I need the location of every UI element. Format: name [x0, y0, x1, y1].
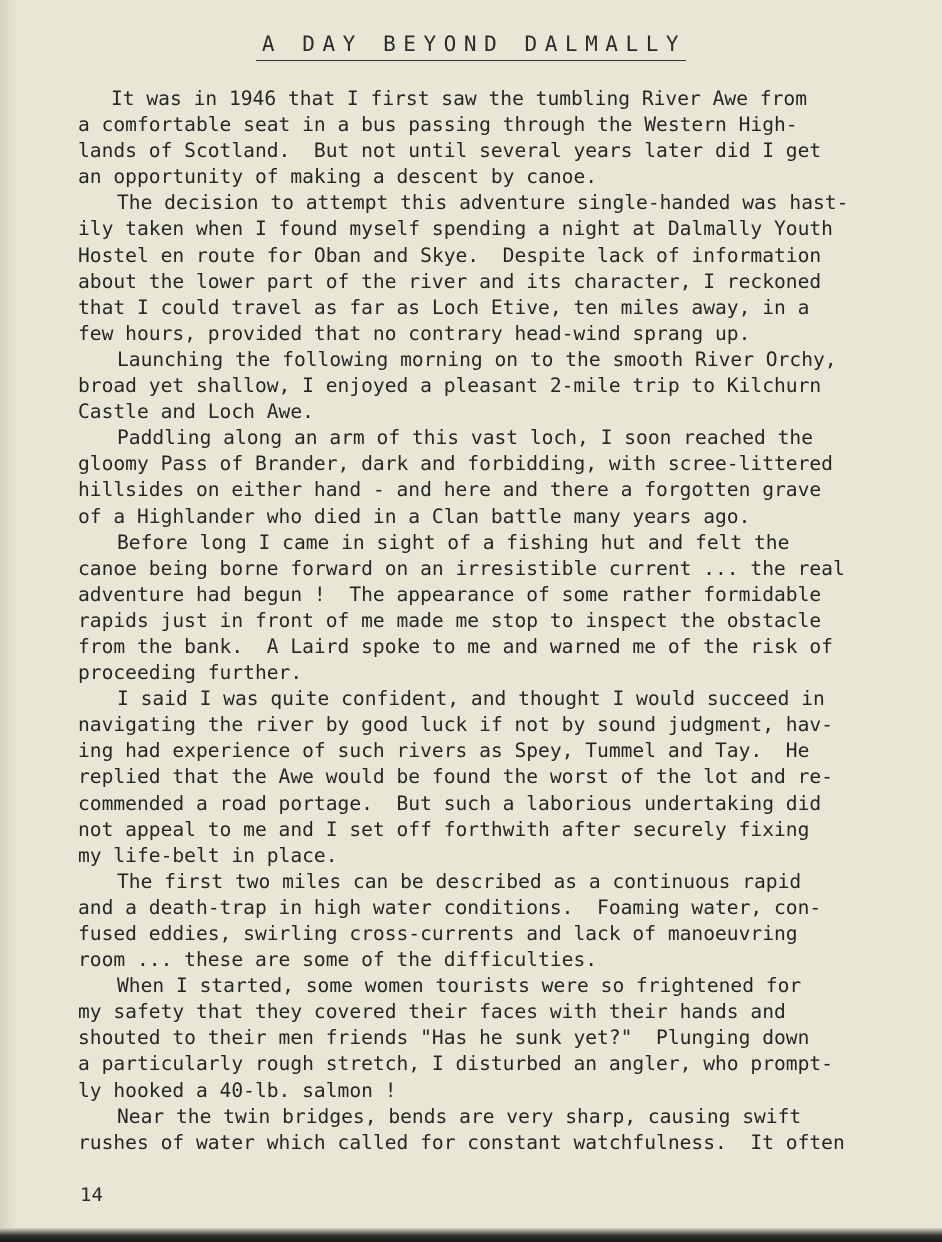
text-line: canoe being borne forward on an irresistible current ... the real: [78, 556, 845, 580]
text-line: commended a road portage. But such a laborious undertaking did: [78, 791, 822, 815]
text-line: Paddling along an arm of this vast loch, I soon reached the: [117, 426, 813, 450]
text-line: I said I was quite confident, and thought I would succeed in: [117, 687, 825, 711]
page-edge-shadow: [0, 0, 18, 1242]
text-line: ily taken when I found myself spending a night at Dalmally Youth: [78, 217, 833, 241]
text-line: not appeal to me and I set off forthwith after securely fixing: [78, 817, 810, 841]
text-line: fused eddies, swirling cross-currents and lack of manoeuvring: [78, 922, 798, 945]
page-bottom-edge: [0, 1228, 942, 1242]
text-line: navigating the river by good luck if not by sound judgment, hav-: [78, 713, 833, 737]
text-line: and a death-trap in high water conditions. Foaming water, con-: [78, 895, 822, 919]
text-line: Launching the following morning on to the smooth River Orchy,: [117, 347, 837, 371]
text-line: replied that the Awe would be found the worst of the lot and re-: [78, 765, 833, 789]
text-line: broad yet shallow, I enjoyed a pleasant 2-mile trip to Kilchurn: [78, 374, 822, 398]
text-line: hillsides on either hand - and here and there a forgotten grave: [78, 478, 822, 502]
text-line: a comfortable seat in a bus passing through the Western High-: [78, 113, 798, 137]
text-line: from the bank. A Laird spoke to me and warned me of the risk of: [78, 634, 833, 658]
text-line: ing had experience of such rivers as Spey, Tummel and Tay. He: [78, 739, 810, 763]
text-line: Before long I came in sight of a fishing hut and felt the: [117, 530, 790, 554]
text-line: my safety that they covered their faces with their hands and: [78, 1000, 786, 1024]
page-title: [0, 32, 942, 61]
text-line: The decision to attempt this adventure single-handed was hast-: [117, 191, 849, 215]
text-line: rapids just in front of me made me stop to inspect the obstacle: [78, 608, 822, 632]
page-number: 14: [80, 1184, 103, 1206]
text-line: The first two miles can be described as a continuous rapid: [117, 869, 802, 893]
text-line: shouted to their men friends "Has he sunk yet?" Plunging down: [78, 1026, 810, 1050]
text-line: rushes of water which called for constant watchfulness. It often: [78, 1130, 845, 1154]
text-line: room ... these are some of the difficulties.: [78, 948, 598, 972]
text-line: of a Highlander who died in a Clan battle many years ago.: [78, 504, 751, 528]
article-body: [78, 86, 928, 1156]
text-line: When I started, some women tourists were so frightened for: [117, 974, 802, 998]
text-line: Near the twin bridges, bends are very sharp, causing swift: [117, 1104, 802, 1128]
text-line: a particularly rough stretch, I disturbed an angler, who prompt-: [78, 1052, 833, 1076]
text-line: that I could travel as far as Loch Etive, ten miles away, in a: [78, 295, 810, 319]
text-line: few hours, provided that no contrary head-wind sprang up.: [78, 321, 751, 345]
text-line: Castle and Loch Awe.: [78, 400, 314, 424]
text-line: ly hooked a 40-lb. salmon !: [78, 1078, 397, 1102]
text-line: my life-belt in place.: [78, 843, 338, 867]
text-line: about the lower part of the river and its character, I reckoned: [78, 269, 822, 293]
text-line: gloomy Pass of Brander, dark and forbidding, with scree-littered: [78, 452, 833, 476]
text-line: adventure had begun ! The appearance of some rather formidable: [78, 582, 822, 606]
text-line: proceeding further.: [78, 661, 303, 685]
text-line: an opportunity of making a descent by canoe.: [78, 165, 598, 189]
text-line: It was in 1946 that I first saw the tumbling River Awe from: [111, 87, 807, 110]
title-text: A DAY BEYOND DALMALLY: [256, 32, 686, 61]
text-line: Hostel en route for Oban and Skye. Despite lack of information: [78, 243, 822, 267]
text-line: lands of Scotland. But not until several years later did I get: [78, 139, 822, 163]
